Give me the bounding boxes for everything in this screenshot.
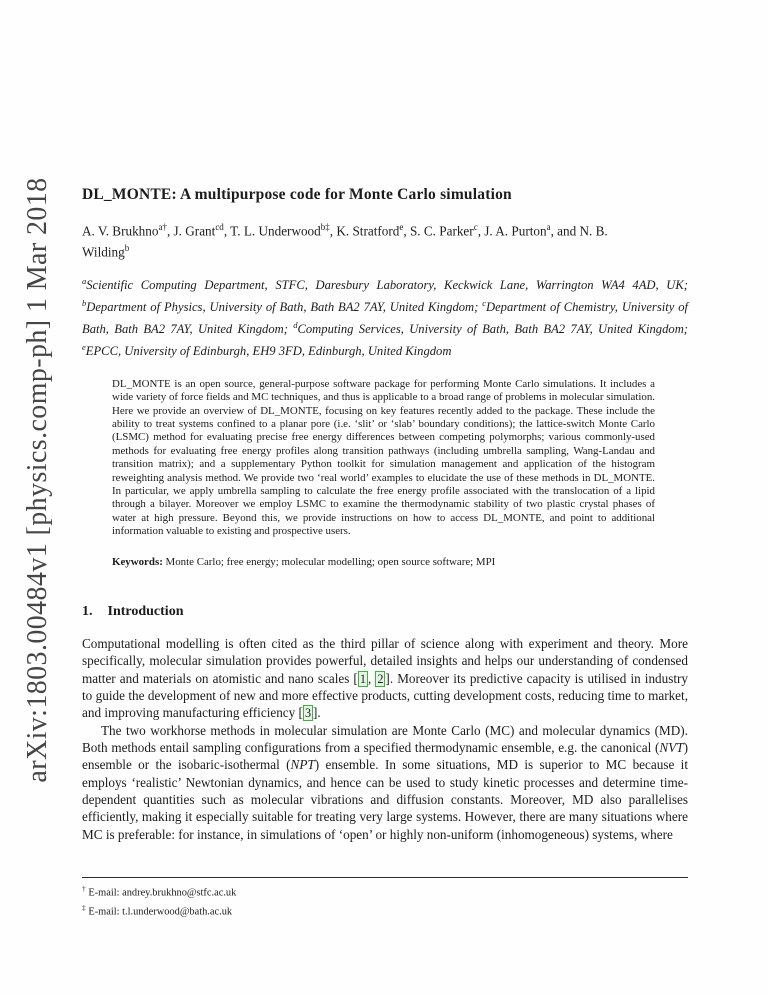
footnote-email-2: ‡ E-mail: t.l.underwood@bath.ac.uk	[82, 902, 233, 918]
math-symbol: NPT	[290, 757, 315, 773]
superscript-marker: b‡	[320, 222, 330, 232]
superscript-marker: b	[124, 242, 130, 253]
keywords-text: Monte Carlo; free energy; molecular modelling; open source software; MPI	[162, 555, 496, 568]
math-symbol: NVT	[659, 740, 684, 756]
superscript-marker: ‡	[82, 902, 86, 912]
citation-link[interactable]: 3	[304, 706, 312, 721]
footnote-block	[82, 877, 688, 920]
section-heading-introduction	[82, 604, 688, 620]
superscript-marker: e	[82, 341, 86, 352]
intro-paragraph-2: The two workhorse methods in molecular simulation are Monte Carlo (MC) and molecular dynamics (MD). Both methods entail sampling configurations from a specified thermodynamic ensemble, e.g. the canonical (NVT) ensemble or the isobaric-isothermal (NPT) ensemble. In some situations, MD is superior to MC because it employs ‘realistic’ Newtonian dynamics, and hence can be used to study kinetic processes and determine time-dependent quantities such as molecular vibrations and diffusion constants. Moreover, MD also parallelises efficiently, making it especially suitable for treating very large systems. However, there are many situations where MC is preferable: for instance, in simulations of ‘open’ or highly non-uniform (inhomogeneous) systems, where	[82, 722, 688, 842]
citation-link[interactable]: 2	[377, 671, 384, 686]
paper-title: DL_MONTE: A multipurpose code for Monte Carlo simulation	[82, 186, 512, 203]
citation-link[interactable]: 1	[359, 671, 366, 686]
abstract: DL_MONTE is an open source, general-purpose software package for performing Monte Carlo simulations. It includes a wide variety of force fields and MC techniques, and thus is applicable to a broad range of problems in molecular simulation. Here we provide an overview of DL_MONTE, focusing on key features recently added to the package. These include the ability to treat systems confined to a planar pore (i.e. ‘slit’ or ‘slab’ boundary conditions); the lattice-switch Monte Carlo (LSMC) method for evaluating precise free energy differences between competing polymorphs; various commonly-used methods for evaluating free energy profiles along transition pathways (including umbrella sampling, Wang-Landau and transition matrix); and a supplementary Python toolkit for simulation management and application of the histogram reweighting analysis method. We provide two ‘real world’ examples to elucidate the use of these methods in DL_MONTE. In particular, we apply umbrella sampling to calculate the free energy profile associated with the translocation of a lipid through a bilayer. Moreover we employ LSMC to examine the thermodynamic stability of two plastic crystal phases of water at high pressure. Beyond this, we provide instructions on how to access DL_MONTE, and point to additional information valuable to existing and prospective users.	[112, 377, 655, 538]
affiliations: $^a$Scientific Computing Department, STFC, Daresbury Laboratory, Keckwick Lane, Warrington WA4 4AD, UK; $^b$Department of Physics, University of Bath, Bath BA2 7AY, United Kingdom; $^c$Department of Chemistry, University of Bath, Bath BA2 7AY, United Kingdom; $^d$Computing Services, University of Bath, Bath BA2 7AY, United Kingdom; $^e$EPCC, University of Edinburgh, EH9 3FD, Edinburgh, United Kingdom	[82, 275, 688, 358]
paper-content	[82, 186, 689, 918]
superscript-marker: c	[482, 297, 486, 308]
superscript-marker: e	[399, 222, 404, 232]
superscript-marker: †	[82, 884, 86, 893]
superscript-marker: cd	[215, 222, 224, 232]
arxiv-stamp: arXiv:1803.00484v1 [physics.comp-ph] 1 Mar 2018	[22, 177, 53, 783]
superscript-marker: a	[82, 275, 87, 286]
superscript-marker: a†	[158, 222, 167, 232]
keywords-label: Keywords:	[112, 555, 163, 568]
footnote-email-1: † E-mail: andrey.brukhno@stfc.ac.uk	[82, 884, 237, 899]
section-number: 1.	[82, 604, 93, 619]
superscript-marker: a	[546, 222, 551, 232]
section-title: Introduction	[107, 604, 184, 619]
author-list: A. V. Brukhno$^{a\dagger}$, J. Grant$^{cd}$, T. L. Underwood$^{b\ddagger}$, K. Stratford$^e$, S. C. Parker$^c$, J. A. Purton$^a$, and N. B. Wilding$^b$	[82, 222, 608, 260]
superscript-marker: d	[293, 319, 298, 330]
intro-paragraph-1: Computational modelling is often cited as the third pillar of science along with experiment and theory. More specifically, molecular simulation provides powerful, detailed insights and helps our understanding of condensed matter and materials on atomistic and nano scales [ 1 , 2 ]. Moreover its predictive capacity is utilised in industry to guide the development of new and more effective products, cutting development costs, reducing time to market, and improving manufacturing efficiency [ 3 ].	[82, 636, 689, 721]
footnote-rule	[82, 877, 688, 878]
keywords-line	[112, 556, 655, 569]
superscript-marker: b	[82, 297, 87, 308]
superscript-marker: c	[473, 222, 478, 232]
